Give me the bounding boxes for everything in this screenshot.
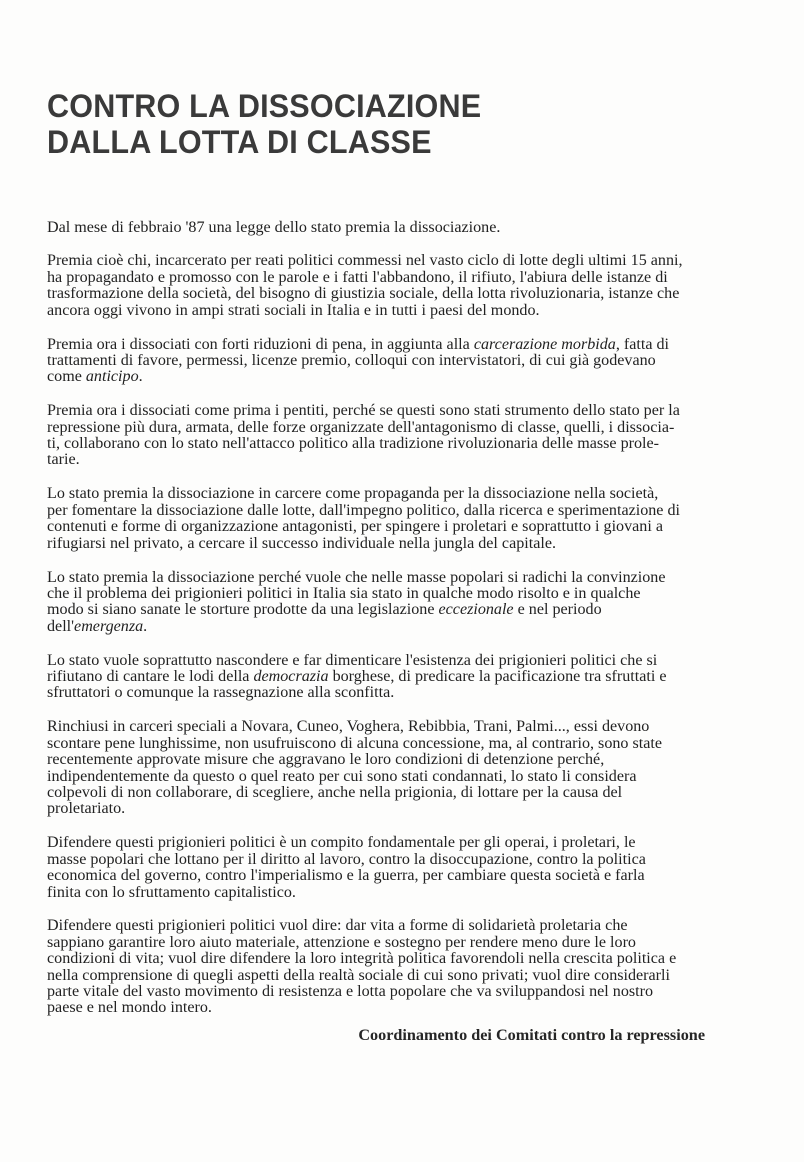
text-segment: condizioni di vita; vuol dire difendere la loro integrità politica favorendoli nella crescita politica e <box>47 950 677 968</box>
text-line <box>47 503 767 519</box>
text-line <box>47 452 767 468</box>
text-segment: Premia cioè chi, incarcerato per reati politici commessi nel vasto ciclo di lotte degli ultimi 15 anni, <box>47 252 683 270</box>
text-line <box>47 968 767 984</box>
text-segment: recentemente approvate misure che aggravano le loro condizioni di detenzione perché, <box>47 751 605 769</box>
text-segment: modo si siano sanate le storture prodotte da una legislazione <box>47 601 439 619</box>
text-segment: ha propagandato e promosso con le parole e i fatti l'abbandono, il rifiuto, l'abiura delle istanze di <box>47 268 668 286</box>
text-segment: sappiano garantire loro aiuto materiale, attenzione e sostegno per rendere meno dure le loro <box>47 933 636 951</box>
text-segment: trasformazione della società, del bisogno di giustizia sociale, della lotta rivoluzionaria, istanze che <box>47 285 680 303</box>
text-line <box>47 801 767 817</box>
text-line <box>47 935 767 951</box>
text-line <box>47 570 767 586</box>
text-segment: ancora oggi vivono in ampi strati sociali in Italia e in tutti i paesi del mondo. <box>47 301 540 319</box>
text-line <box>47 270 767 286</box>
paragraph <box>47 403 767 469</box>
paragraph <box>47 253 767 319</box>
paragraph <box>47 570 767 636</box>
text-line <box>47 337 767 353</box>
text-line <box>47 736 767 752</box>
text-segment: che il problema dei prigionieri politici in Italia sia stato in qualche modo risolto e in qualche <box>47 584 641 602</box>
text-segment: sfruttatori o comunque la rassegnazione alla sconfitta. <box>47 684 395 702</box>
italic-emphasis: emergenza <box>74 617 144 635</box>
text-line <box>47 918 767 934</box>
text-segment: nella comprensione di quegli aspetti della realtà sociale di cui sono privati; vuol dire considerarli <box>47 966 670 984</box>
text-segment: . <box>138 368 143 386</box>
text-segment: Difendere questi prigionieri politici vuol dire: dar vita a forme di solidarietà proletaria che <box>47 917 628 935</box>
text-segment: , fatta di <box>615 335 670 353</box>
text-line <box>47 602 767 618</box>
paragraph <box>47 337 767 386</box>
text-segment: finita con lo sfruttamento capitalistico. <box>47 883 296 901</box>
text-line <box>47 868 767 884</box>
title-line: CONTRO LA DISSOCIAZIONE <box>47 88 482 124</box>
text-line <box>47 835 767 851</box>
text-line <box>47 303 767 319</box>
text-line <box>47 984 767 1000</box>
text-line <box>47 486 767 502</box>
text-line <box>47 436 767 452</box>
text-segment: parte vitale del vasto movimento di resistenza e lotta popolare che va sviluppandosi nel nostro <box>47 983 654 1001</box>
text-line <box>47 519 767 535</box>
text-segment: trattamenti di favore, permessi, licenze premio, colloqui con intervistatori, di cui già godevano <box>47 351 656 369</box>
text-segment: per fomentare la dissociazione dalle lotte, dall'impegno politico, dalla ricerca e sperimentazione di <box>47 501 680 519</box>
text-line <box>47 369 767 385</box>
text-segment: tarie. <box>47 451 80 469</box>
paragraph <box>47 220 767 236</box>
text-line <box>47 353 767 369</box>
text-segment: masse popolari che lottano per il diritto al lavoro, contro la disoccupazione, contro la politica <box>47 850 646 868</box>
text-line <box>47 253 767 269</box>
text-line <box>47 685 767 701</box>
text-line <box>47 586 767 602</box>
text-segment: scontare pene lunghissime, non usufruiscono di alcuna concessione, ma, al contrario, sono state <box>47 734 662 752</box>
text-segment: Lo stato vuole soprattutto nascondere e far dimenticare l'esistenza dei prigionieri politici che si <box>47 651 658 669</box>
text-line <box>47 951 767 967</box>
italic-emphasis: carcerazione morbida <box>473 335 616 353</box>
text-segment: borghese, di predicare la pacificazione tra sfruttati e <box>328 668 667 686</box>
text-line <box>47 1000 767 1016</box>
text-segment: repressione più dura, armata, delle forze organizzate dell'antagonismo di classe, quelli, i dissocia- <box>47 418 675 436</box>
text-segment: Rinchiusi in carceri speciali a Novara, Cuneo, Voghera, Rebibbia, Trani, Palmi..., essi devono <box>47 718 650 736</box>
text-line <box>47 653 767 669</box>
text-segment: Premia ora i dissociati con forti riduzioni di pena, in aggiunta alla <box>47 335 474 353</box>
text-line <box>47 669 767 685</box>
text-segment: dell' <box>47 617 75 635</box>
text-segment: come <box>47 368 86 386</box>
text-line <box>47 769 767 785</box>
text-segment: Difendere questi prigionieri politici è un compito fondamentale per gli operai, i proletari, le <box>47 834 636 852</box>
paragraph <box>47 719 767 817</box>
text-line <box>47 719 767 735</box>
italic-emphasis: democrazia <box>253 668 329 686</box>
text-segment: Dal mese di febbraio '87 una legge dello stato premia la dissociazione. <box>47 219 501 236</box>
text-line <box>47 619 767 635</box>
text-segment: Lo stato premia la dissociazione perché vuole che nelle masse popolari si radichi la convinzione <box>47 568 666 586</box>
text-segment: contenuti e forme di organizzazione antagonisti, per spingere i proletari e soprattutto i giovani a <box>47 518 663 536</box>
paragraph <box>47 486 767 552</box>
text-line <box>47 403 767 419</box>
text-segment: proletariato. <box>47 800 126 818</box>
italic-emphasis: eccezionale <box>438 601 514 619</box>
text-line <box>47 852 767 868</box>
text-segment: ti, collaborano con lo stato nell'attacco politico alla tradizione rivoluzionaria delle masse prole- <box>47 435 660 453</box>
text-segment: indipendentemente da questo o quel reato per cui sono stati condannati, lo stato li considera <box>47 767 637 785</box>
text-segment: rifugiarsi nel privato, a cercare il successo individuale nella jungla del capitale. <box>47 534 556 552</box>
text-line <box>47 536 767 552</box>
text-line <box>47 286 767 302</box>
text-segment: Premia ora i dissociati come prima i pentiti, perché se questi sono stati strumento dello stato per la <box>47 402 680 420</box>
text-line <box>47 752 767 768</box>
text-segment: rifiutano di cantare le lodi della <box>47 668 254 686</box>
text-segment: Lo stato premia la dissociazione in carcere come propaganda per la dissociazione nella società, <box>47 485 659 503</box>
paragraph <box>47 918 767 1016</box>
italic-emphasis: anticipo <box>85 368 139 386</box>
text-line <box>47 785 767 801</box>
text-segment: economica del governo, contro l'imperialismo e la guerra, per cambiare questa società e farla <box>47 867 645 885</box>
paragraph <box>47 835 767 901</box>
text-segment: . <box>143 617 148 635</box>
signature: Coordinamento dei Comitati contro la repressione <box>358 1026 705 1044</box>
text-line <box>47 420 767 436</box>
document-title <box>47 88 481 160</box>
document-body <box>47 220 767 1034</box>
text-line <box>47 220 767 236</box>
text-segment: paese e nel mondo intero. <box>47 999 212 1017</box>
paragraph <box>47 653 767 702</box>
text-segment: e nel periodo <box>513 601 602 619</box>
text-segment: colpevoli di non collaborare, di scegliere, anche nella prigionia, di lottare per la causa del <box>47 783 623 801</box>
text-line <box>47 885 767 901</box>
title-line: DALLA LOTTA DI CLASSE <box>47 124 432 160</box>
